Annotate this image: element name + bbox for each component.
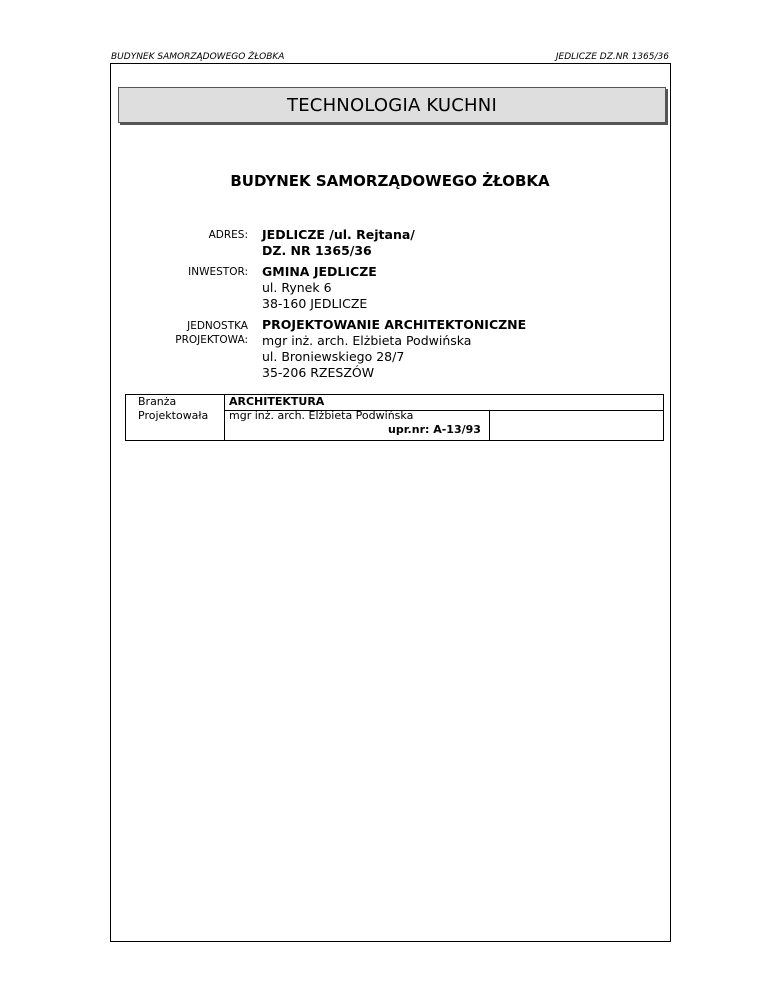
unit-city: 35-206 RZESZÓW bbox=[262, 365, 375, 380]
address-line2: DZ. NR 1365/36 bbox=[262, 243, 372, 258]
table-divider bbox=[224, 395, 225, 440]
address-line1: JEDLICZE /ul. Rejtana/ bbox=[262, 227, 415, 242]
table-divider bbox=[489, 410, 490, 440]
address-value bbox=[262, 227, 415, 259]
unit-label-line2: PROJEKTOWA: bbox=[175, 334, 248, 346]
branch-value: ARCHITEKTURA bbox=[229, 395, 325, 408]
unit-street: ul. Broniewskiego 28/7 bbox=[262, 349, 405, 364]
branch-label: Branża bbox=[138, 395, 177, 408]
signature-table bbox=[125, 394, 664, 441]
designer-label: Projektowała bbox=[138, 409, 209, 422]
header-right: JEDLICZE DZ.NR 1365/36 bbox=[555, 52, 669, 62]
investor-label: INWESTOR: bbox=[188, 266, 248, 278]
designer-value: mgr inż. arch. Elżbieta Podwińska bbox=[229, 409, 414, 422]
investor-street: ul. Rynek 6 bbox=[262, 280, 332, 295]
unit-label-line1: JEDNOSTKA bbox=[187, 320, 248, 332]
document-title: TECHNOLOGIA KUCHNI bbox=[118, 87, 666, 123]
investor-name: GMINA JEDLICZE bbox=[262, 264, 377, 279]
investor-city: 38-160 JEDLICZE bbox=[262, 296, 368, 311]
header-left: BUDYNEK SAMORZĄDOWEGO ŻŁOBKA bbox=[111, 52, 285, 62]
unit-person: mgr inż. arch. Elżbieta Podwińska bbox=[262, 333, 472, 348]
unit-value bbox=[262, 317, 526, 381]
unit-name: PROJEKTOWANIE ARCHITEKTONICZNE bbox=[262, 317, 527, 332]
building-name: BUDYNEK SAMORZĄDOWEGO ŻŁOBKA bbox=[230, 172, 550, 190]
investor-value bbox=[262, 264, 377, 312]
page-frame bbox=[110, 63, 671, 942]
unit-label bbox=[78, 319, 248, 347]
license-number: upr.nr: A-13/93 bbox=[388, 423, 481, 436]
address-label: ADRES: bbox=[208, 229, 248, 241]
